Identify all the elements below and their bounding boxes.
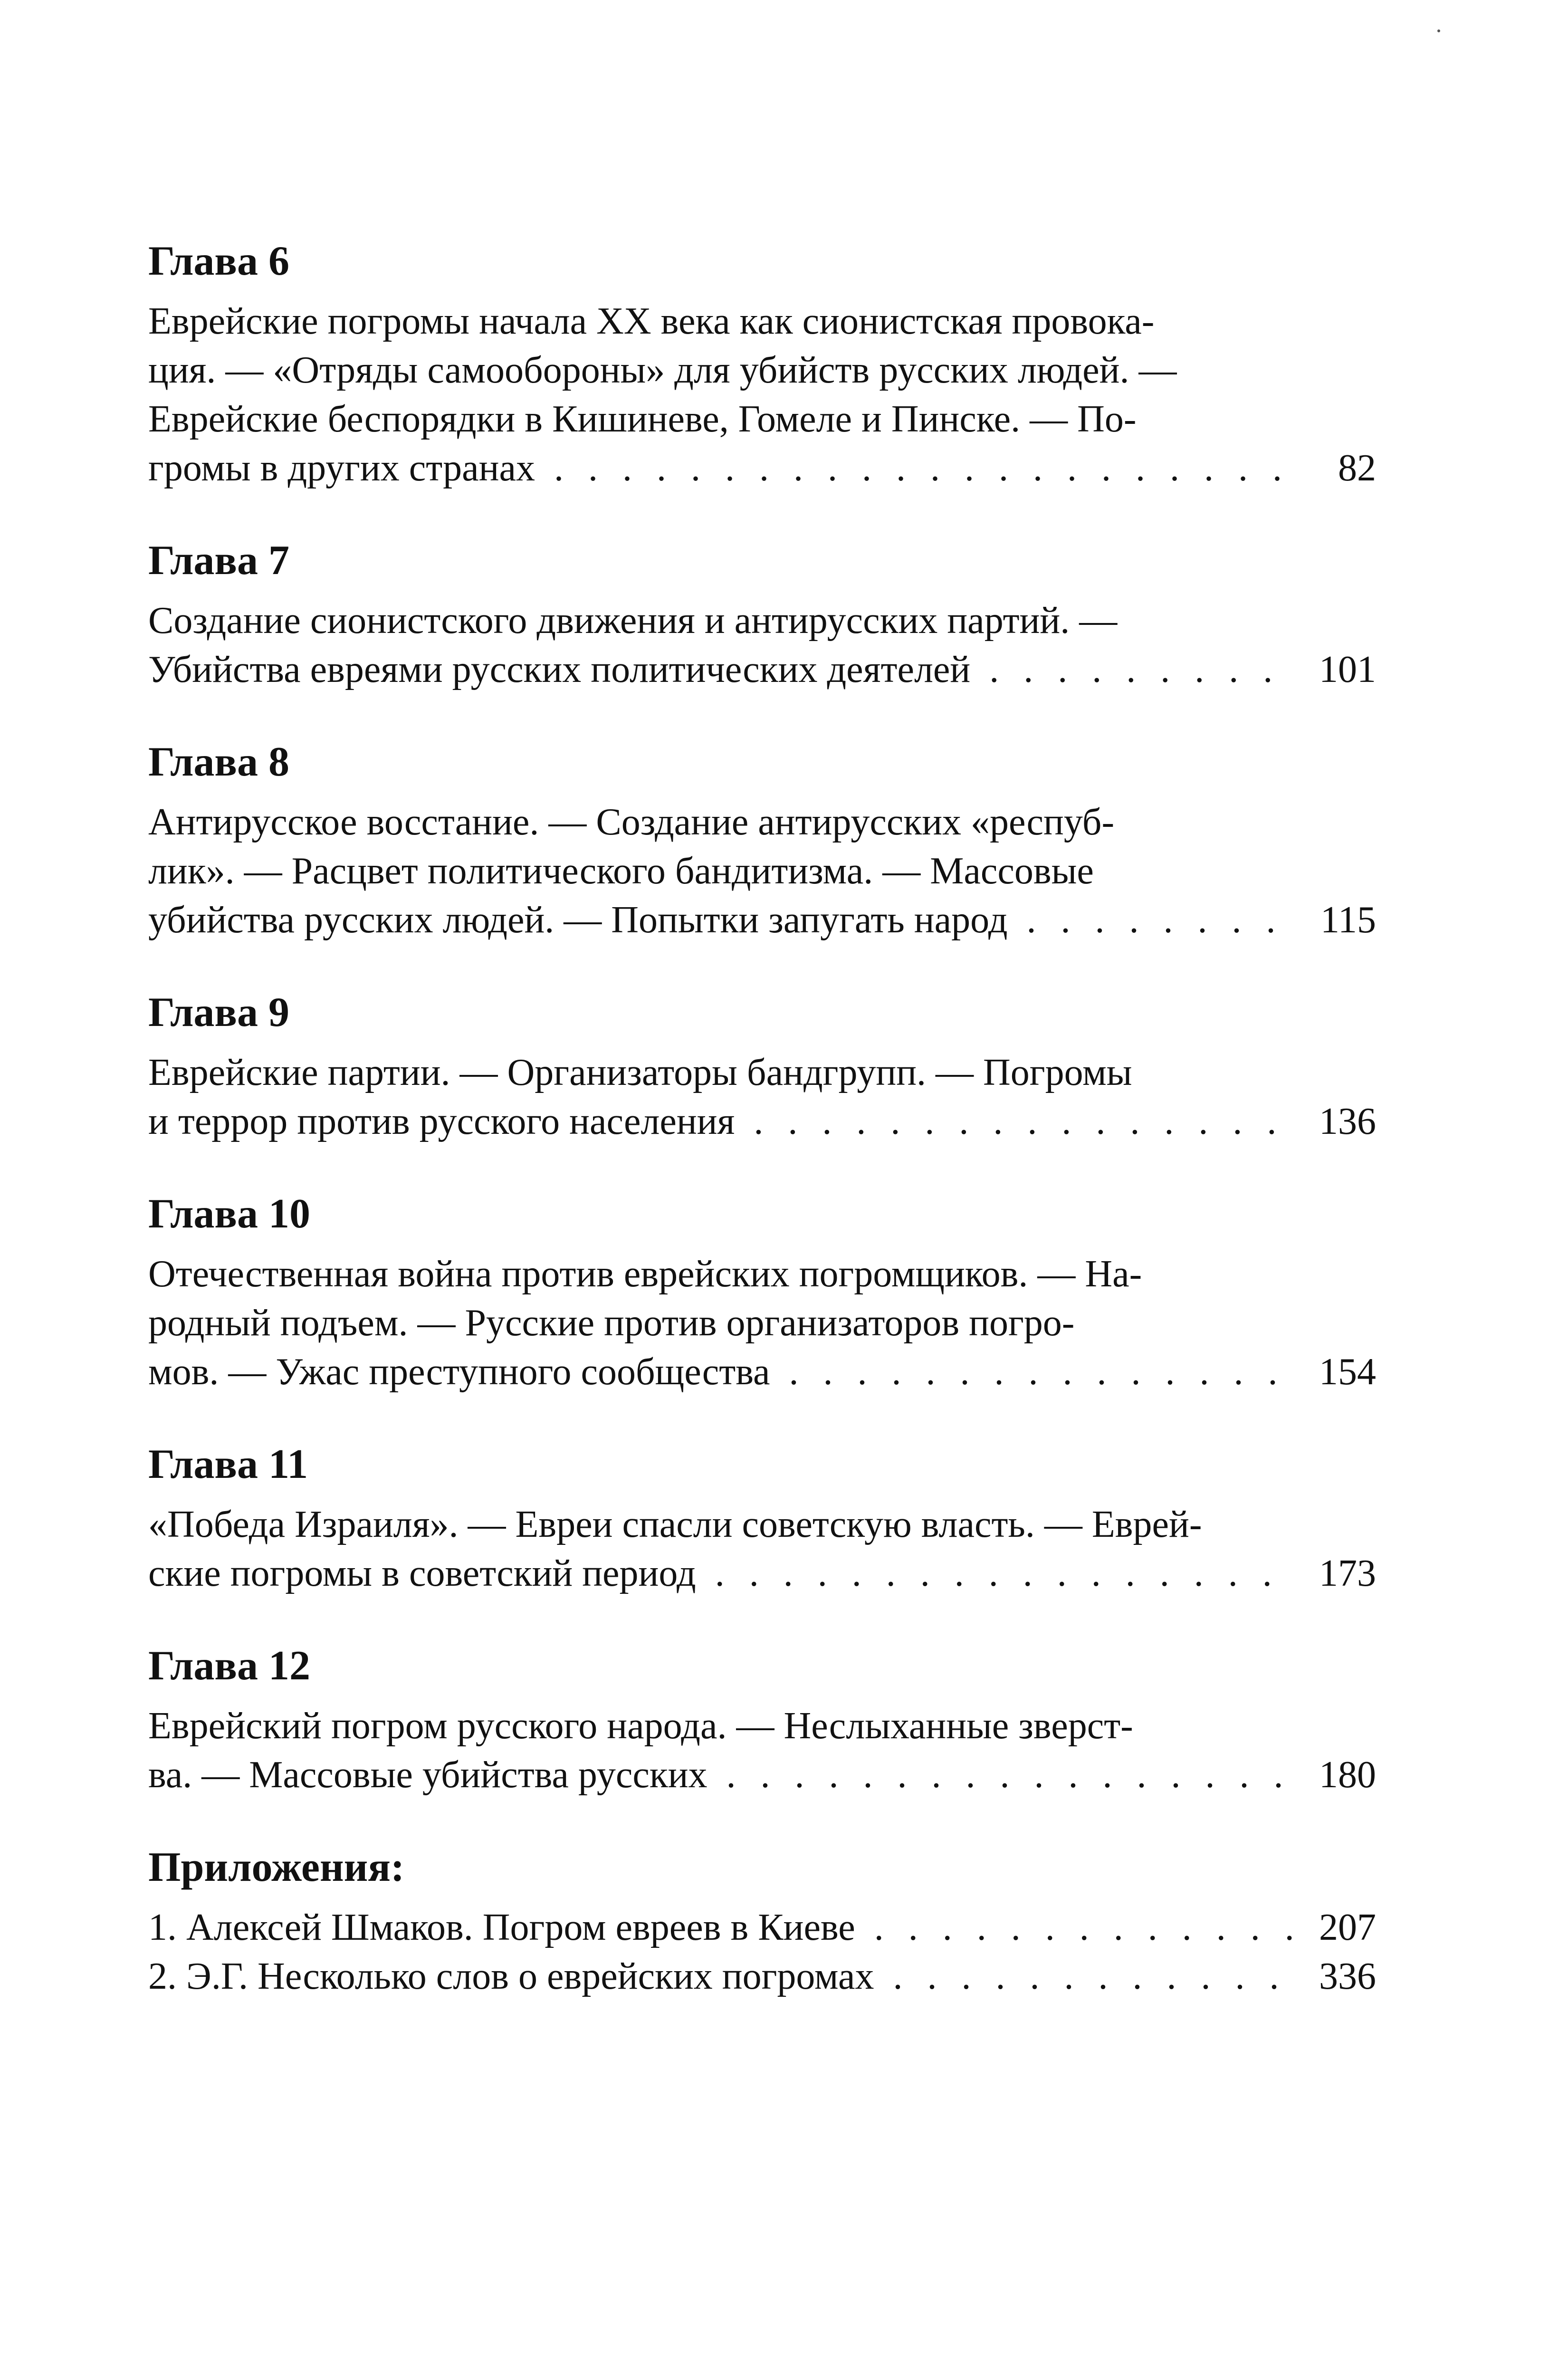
chapter-summary-line: убийства русских людей. — Попытки запугать народ bbox=[148, 899, 1008, 941]
chapter-title: Глава 10 bbox=[148, 1191, 310, 1237]
toc-entry[interactable] bbox=[148, 444, 1376, 493]
chapter-title: Глава 7 bbox=[148, 537, 289, 584]
chapter-summary-line: ские погромы в советский период bbox=[148, 1552, 696, 1594]
dot-leader bbox=[754, 1097, 1295, 1146]
chapter-title: Глава 6 bbox=[148, 238, 289, 284]
chapter-title: Глава 9 bbox=[148, 989, 289, 1035]
dot-leader bbox=[715, 1549, 1295, 1598]
page-number: 136 bbox=[1319, 1101, 1376, 1142]
dot-leader bbox=[989, 645, 1295, 694]
page-number: 115 bbox=[1320, 899, 1376, 941]
chapter-summary-line: родный подъем. — Русские против организаторов погро- bbox=[148, 1302, 1075, 1344]
chapter-7 bbox=[148, 535, 1376, 694]
page-number: 207 bbox=[1319, 1907, 1376, 1948]
chapter-summary-line: Отечественная война против еврейских погромщиков. — На- bbox=[148, 1253, 1142, 1295]
chapter-summary-line: лик». — Расцвет политического бандитизма. — Массовые bbox=[148, 850, 1094, 892]
chapter-title: Глава 11 bbox=[148, 1441, 308, 1487]
chapter-summary-line: ва. — Массовые убийства русских bbox=[148, 1754, 708, 1796]
toc-entry[interactable] bbox=[148, 1549, 1376, 1598]
chapter-summary-line: и террор против русского населения bbox=[148, 1101, 735, 1142]
page-number: 180 bbox=[1319, 1754, 1376, 1796]
chapter-summary-line: Создание сионистского движения и антирусских партий. — bbox=[148, 600, 1118, 642]
toc-entry[interactable] bbox=[148, 896, 1376, 945]
appendix-title: Приложения: bbox=[148, 1844, 405, 1890]
toc-entry[interactable] bbox=[148, 1348, 1376, 1397]
table-of-contents bbox=[148, 235, 1376, 2001]
page-number: 82 bbox=[1338, 447, 1376, 489]
dot-leader bbox=[789, 1348, 1295, 1397]
chapter-10 bbox=[148, 1188, 1376, 1397]
appendix-entry[interactable] bbox=[148, 1903, 1376, 1952]
appendix-entry-text: 2. Э.Г. Несколько слов о еврейских погромах bbox=[148, 1955, 874, 1997]
page-number: 336 bbox=[1319, 1955, 1376, 1997]
chapter-8 bbox=[148, 736, 1376, 945]
chapter-summary-line: Еврейский погром русского народа. — Неслыханные зверст- bbox=[148, 1705, 1133, 1747]
appendix-entry[interactable] bbox=[148, 1952, 1376, 2001]
dot-leader bbox=[893, 1952, 1295, 2001]
chapter-summary-line: мов. — Ужас преступного сообщества bbox=[148, 1351, 770, 1393]
chapter-summary-line: ция. — «Отряды самообороны» для убийств русских людей. — bbox=[148, 349, 1177, 391]
chapter-title: Глава 12 bbox=[148, 1643, 310, 1689]
dot-leader bbox=[1027, 896, 1295, 945]
chapter-summary-line: Еврейские партии. — Организаторы бандгрупп. — Погромы bbox=[148, 1052, 1132, 1093]
scan-speck bbox=[1437, 29, 1440, 32]
page-number: 101 bbox=[1319, 649, 1376, 690]
chapter-6 bbox=[148, 235, 1376, 493]
chapter-summary-line: Антирусское восстание. — Создание антирусских «респуб- bbox=[148, 801, 1115, 843]
dot-leader bbox=[554, 444, 1295, 493]
toc-entry[interactable] bbox=[148, 645, 1376, 694]
toc-entry[interactable] bbox=[148, 1751, 1376, 1800]
chapter-summary-line: «Победа Израиля». — Евреи спасли советскую власть. — Еврей- bbox=[148, 1504, 1202, 1545]
toc-entry[interactable] bbox=[148, 1097, 1376, 1146]
chapter-9 bbox=[148, 987, 1376, 1146]
page-number: 154 bbox=[1319, 1351, 1376, 1393]
chapter-summary-line: Убийства евреями русских политических деятелей bbox=[148, 649, 971, 690]
chapter-summary-line: громы в других странах bbox=[148, 447, 535, 489]
appendix-entry-text: 1. Алексей Шмаков. Погром евреев в Киеве bbox=[148, 1907, 855, 1948]
chapter-title: Глава 8 bbox=[148, 739, 289, 785]
chapter-summary-line: Еврейские погромы начала XX века как сионистская провока- bbox=[148, 300, 1155, 342]
dot-leader bbox=[727, 1751, 1295, 1800]
page-number: 173 bbox=[1319, 1552, 1376, 1594]
appendix-section bbox=[148, 1841, 1376, 2001]
chapter-11 bbox=[148, 1438, 1376, 1598]
chapter-summary-line: Еврейские беспорядки в Кишиневе, Гомеле и Пинске. — По- bbox=[148, 398, 1137, 440]
dot-leader bbox=[874, 1903, 1295, 1952]
chapter-12 bbox=[148, 1640, 1376, 1800]
